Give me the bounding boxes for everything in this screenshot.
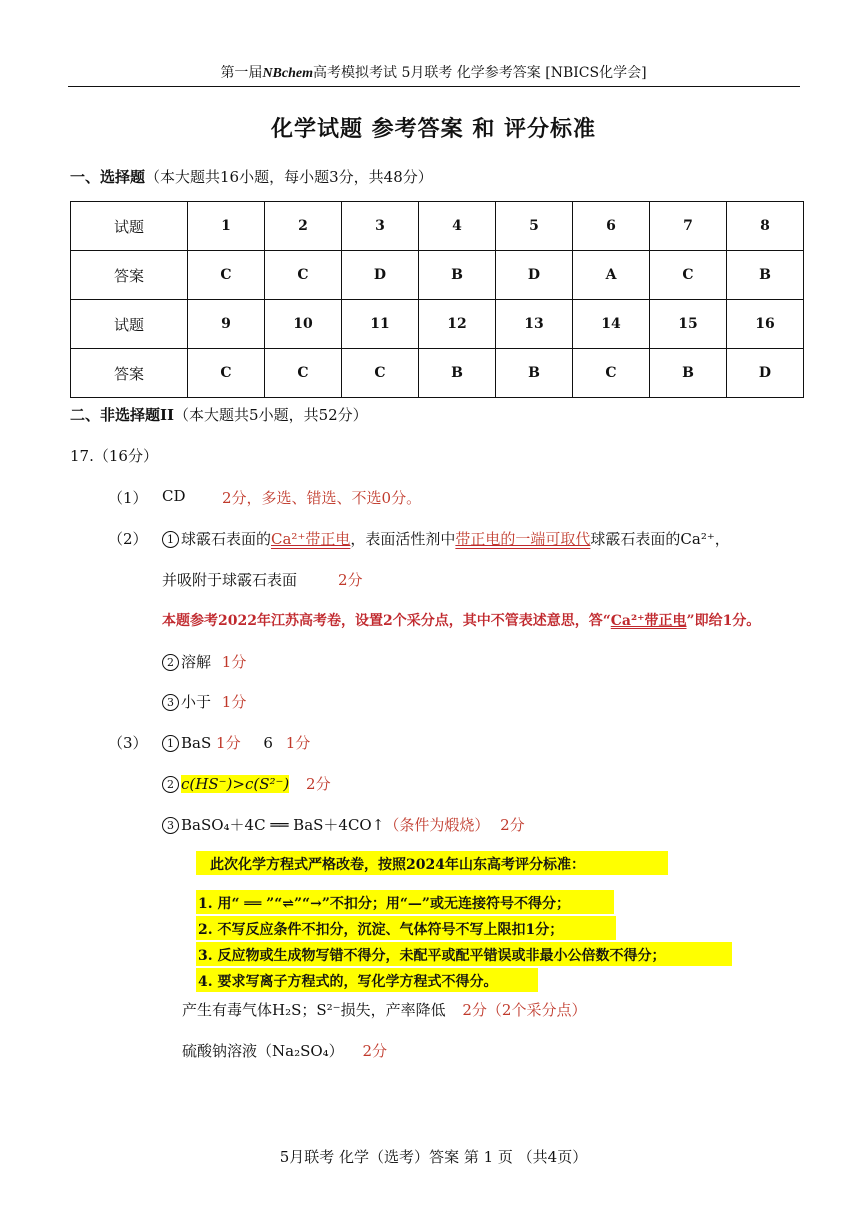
q17-p2-note xyxy=(162,610,760,630)
q17-p3-a4-score: 2分（2个采分点） xyxy=(462,1001,587,1019)
table-cell: C xyxy=(650,251,727,300)
circled-1: 1 xyxy=(162,735,179,752)
q17-p3-a3 xyxy=(162,814,525,835)
q17-p3-a1-score: 1分 xyxy=(216,734,241,752)
rule-4: 4. 要求写离子方程式的，写化学方程式不得分。 xyxy=(198,974,498,990)
page-footer: 5月联考 化学（选考）答案 第 1 页 （共4页） xyxy=(279,1148,588,1166)
table-cell: 13 xyxy=(496,300,573,349)
table-row xyxy=(71,300,804,349)
table-cell: B xyxy=(650,349,727,398)
header-prefix: 第一届 xyxy=(220,65,263,81)
circled-2: 2 xyxy=(162,654,179,671)
answer-table xyxy=(70,201,804,398)
q17-p2-note-u: Ca²⁺带正电 xyxy=(610,613,687,629)
table-cell: 8 xyxy=(727,202,804,251)
q17-p3-a2 xyxy=(162,773,331,794)
table-cell: C xyxy=(188,349,265,398)
circled-3: 3 xyxy=(162,694,179,711)
q17-p2-note-a: 本题参考2022年江苏高考卷，设置2个采分点，其中不管表述意思，答“ xyxy=(162,613,611,629)
q17-p1-answer: CD xyxy=(162,487,186,505)
header-rule xyxy=(68,86,800,87)
table-cell: 3 xyxy=(342,202,419,251)
table-cell: 14 xyxy=(573,300,650,349)
table-cell: B xyxy=(727,251,804,300)
table-row-header: 答案 xyxy=(71,251,188,300)
table-row-header: 试题 xyxy=(71,202,188,251)
q17-p3-a3-cond: （条件为煅烧） xyxy=(384,816,490,834)
section1-heading xyxy=(70,166,433,187)
q17-p2-s3-text: 小于 xyxy=(181,693,212,711)
table-cell: 9 xyxy=(188,300,265,349)
table-row xyxy=(71,251,804,300)
q17-p3-num: （3） xyxy=(108,734,148,752)
table-cell: 4 xyxy=(419,202,496,251)
q17-p3-a1-text: BaS xyxy=(181,734,212,752)
table-cell: 10 xyxy=(265,300,342,349)
table-cell: 12 xyxy=(419,300,496,349)
table-cell: C xyxy=(265,251,342,300)
q17-p2-t3: 球霰石表面的Ca²⁺， xyxy=(590,530,730,548)
q17-p2-line2: 并吸附于球霰石表面 xyxy=(162,571,298,589)
table-cell: D xyxy=(342,251,419,300)
q17-p2-u1: Ca²⁺带正电 xyxy=(271,530,351,548)
q17-p2-s2-text: 溶解 xyxy=(181,653,212,671)
table-cell: 16 xyxy=(727,300,804,349)
q17-p3-a1 xyxy=(162,732,310,753)
q17-p3-a4 xyxy=(182,999,586,1020)
q17-p1-score: 2分，多选、错选、不选0分。 xyxy=(222,489,422,507)
q17-p3-a3-eq: BaSO₄＋4C ══ BaS＋4CO↑ xyxy=(181,816,385,834)
section2-note: （本大题共5小题，共52分） xyxy=(174,406,368,424)
table-cell: 2 xyxy=(265,202,342,251)
circled-3: 3 xyxy=(162,817,179,834)
table-row-header: 试题 xyxy=(71,300,188,349)
header-brand: NBchem xyxy=(262,66,313,81)
q17-p3-a2-text: c(HS⁻)>c(S²⁻) xyxy=(181,775,290,793)
table-cell: 15 xyxy=(650,300,727,349)
table-cell: C xyxy=(188,251,265,300)
rule-2: 2. 不写反应条件不扣分，沉淀、气体符号不写上限扣1分； xyxy=(198,922,564,938)
q17-number: 17.（16分） xyxy=(70,447,158,465)
table-cell: C xyxy=(265,349,342,398)
table-cell: D xyxy=(496,251,573,300)
table-row xyxy=(71,349,804,398)
table-cell: 11 xyxy=(342,300,419,349)
q17-p3-a3-score: 2分 xyxy=(500,816,525,834)
rules-head: 此次化学方程式严格改卷，按照2024年山东高考评分标准： xyxy=(210,857,585,873)
q17-p2-t2: ，表面活性剂中 xyxy=(350,530,456,548)
table-cell: 1 xyxy=(188,202,265,251)
page-title: 化学试题 参考答案 和 评分标准 xyxy=(271,116,596,142)
table-cell: C xyxy=(573,349,650,398)
q17-p3-a5 xyxy=(182,1040,387,1061)
table-cell: 5 xyxy=(496,202,573,251)
table-cell: A xyxy=(573,251,650,300)
table-row-header: 答案 xyxy=(71,349,188,398)
q17-p2-t1: 球霰石表面的 xyxy=(181,530,272,548)
q17-p3-a1b-score: 1分 xyxy=(285,734,311,752)
q17-p2-note-b: ”即给1分。 xyxy=(686,613,761,629)
q17-p2-u2: 带正电的一端可取代 xyxy=(455,530,591,548)
rule-1: 1. 用“ ══ ”“⇌”“→”不扣分；用“—”或无连接符号不得分； xyxy=(198,896,570,912)
q17-p2-s3 xyxy=(162,691,246,712)
q17-p2-num: （2） xyxy=(108,530,148,548)
table-cell: C xyxy=(342,349,419,398)
circled-2: 2 xyxy=(162,776,179,793)
table-cell: 6 xyxy=(573,202,650,251)
q17-p1-num: （1） xyxy=(108,489,148,507)
q17-p2-score: 2分 xyxy=(338,571,363,589)
circled-1: 1 xyxy=(162,531,179,548)
table-cell: D xyxy=(727,349,804,398)
table-cell: 7 xyxy=(650,202,727,251)
table-cell: B xyxy=(496,349,573,398)
q17-p2-s2 xyxy=(162,651,246,672)
table-cell: B xyxy=(419,349,496,398)
section2-label: 二、非选择题II xyxy=(70,406,175,424)
q17-p2-s2-score: 1分 xyxy=(221,653,247,671)
q17-p2-s3-score: 1分 xyxy=(221,693,247,711)
header-rest: 高考模拟考试 5月联考 化学参考答案 [NBICS化学会] xyxy=(313,65,647,81)
section2-heading xyxy=(70,404,368,425)
table-row xyxy=(71,202,804,251)
section1-note: （本大题共16小题，每小题3分，共48分） xyxy=(145,168,433,186)
q17-p3-a5-score: 2分 xyxy=(362,1042,387,1060)
q17-p2-line1 xyxy=(162,528,730,549)
q17-p3-a5-text: 硫酸钠溶液（Na₂SO₄） xyxy=(182,1042,344,1060)
table-cell: B xyxy=(419,251,496,300)
q17-p3-a1b-text: 6 xyxy=(263,734,273,752)
section1-label: 一、选择题 xyxy=(70,168,146,186)
q17-p3-a4-text: 产生有毒气体H₂S；S²⁻损失，产率降低 xyxy=(182,1001,446,1019)
page-header xyxy=(0,62,867,82)
rule-3: 3. 反应物或生成物写错不得分，未配平或配平错误或非最小公倍数不得分； xyxy=(198,948,666,964)
q17-p3-a2-score: 2分 xyxy=(306,775,331,793)
